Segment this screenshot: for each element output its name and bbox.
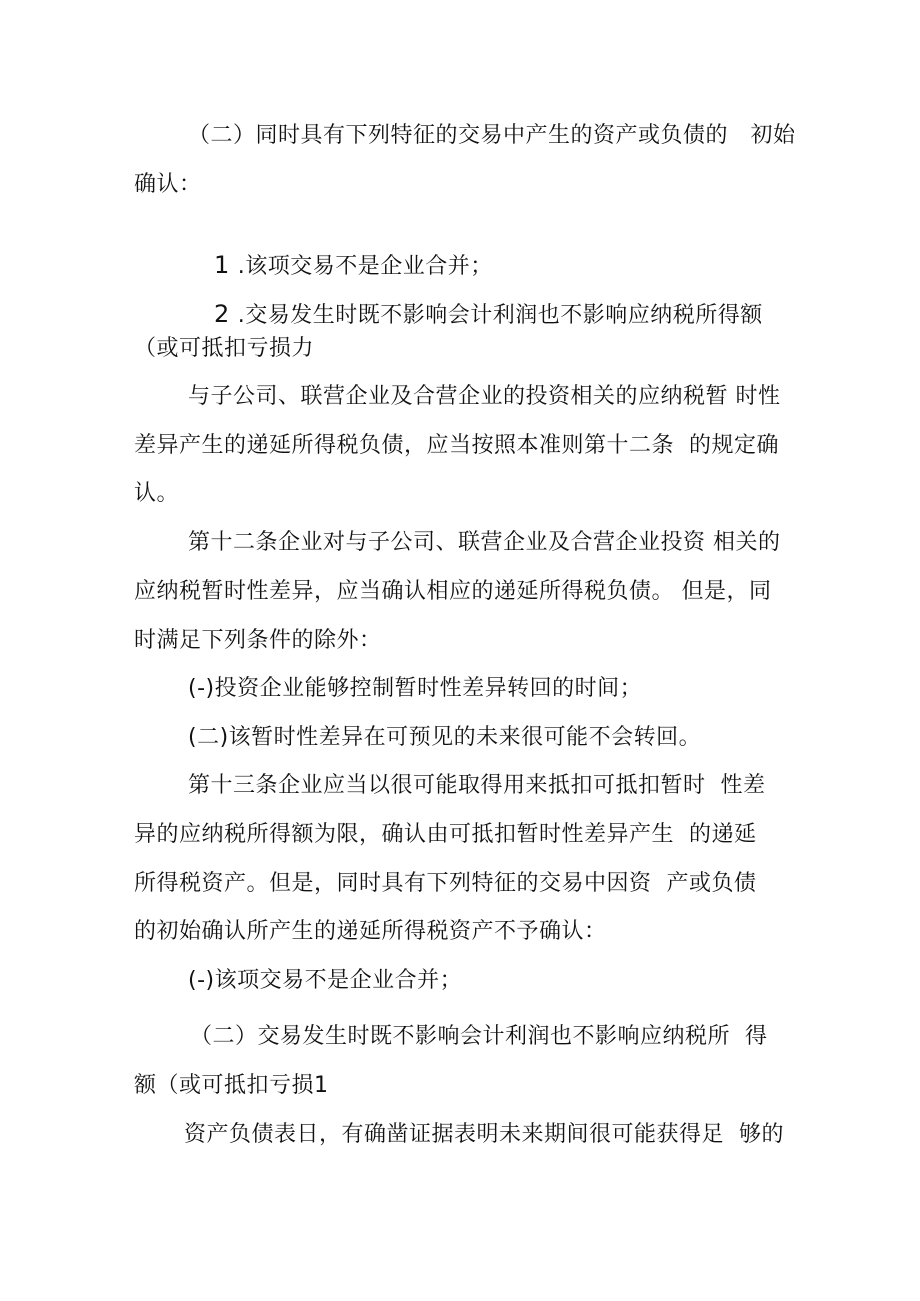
paragraph-line: (-)投资企业能够控制暂时性差异转回的时间； [188,676,643,701]
list-text: .交易发生时既不影响会计利润也不影响应纳税所得额 [237,303,763,328]
paragraph-line: 差异产生的递延所得税负债，应当按照本准则第十二条 的规定确 [134,433,779,458]
list-number: 1 [213,251,230,279]
paragraph-line: 额（或可抵扣亏损1 [134,1073,329,1098]
paragraph-line: 第十二条企业对与子公司、联营企业及合营企业投资 相关的 [188,530,781,555]
paragraph-line: 所得税资产。但是，同时具有下列特征的交易中因资 产或负债 [134,871,757,896]
paragraph-line: 与子公司、联营企业及合营企业的投资相关的应纳税暂 时性 [188,384,781,409]
list-text: .该项交易不是企业合并； [237,254,493,279]
paragraph-line: 第十三条企业应当以很可能取得用来抵扣可抵扣暂时 性差 [188,773,766,798]
paragraph-line: 认。 [134,481,180,506]
paragraph-line: 时满足下列条件的除外： [134,628,382,653]
paragraph-line: （二）同时具有下列特征的交易中产生的资产或负债的 初始 [188,123,796,148]
paragraph-line: 的初始确认所产生的递延所得税资产不予确认： [134,919,607,944]
paragraph-line: (二)该暂时性差异在可预见的未来很可能不会转回。 [188,725,702,750]
paragraph-line: （二）交易发生时既不影响会计利润也不影响应纳税所 得 [190,1024,768,1049]
paragraph-line: 应纳税暂时性差异，应当确认相应的递延所得税负债。 但是，同 [134,579,772,604]
paragraph-line: (-)该项交易不是企业合并； [188,968,463,993]
paragraph-line: 异的应纳税所得额为限，确认由可抵扣暂时性差异产生 的递延 [134,822,757,847]
list-number: 2 [213,300,230,328]
paragraph-line: 确认： [134,172,202,197]
paragraph-line: 资产负债表日，有确凿证据表明未来期间很可能获得足 够的 [184,1122,784,1147]
paragraph-line: （或可抵扣亏损力 [134,336,315,361]
